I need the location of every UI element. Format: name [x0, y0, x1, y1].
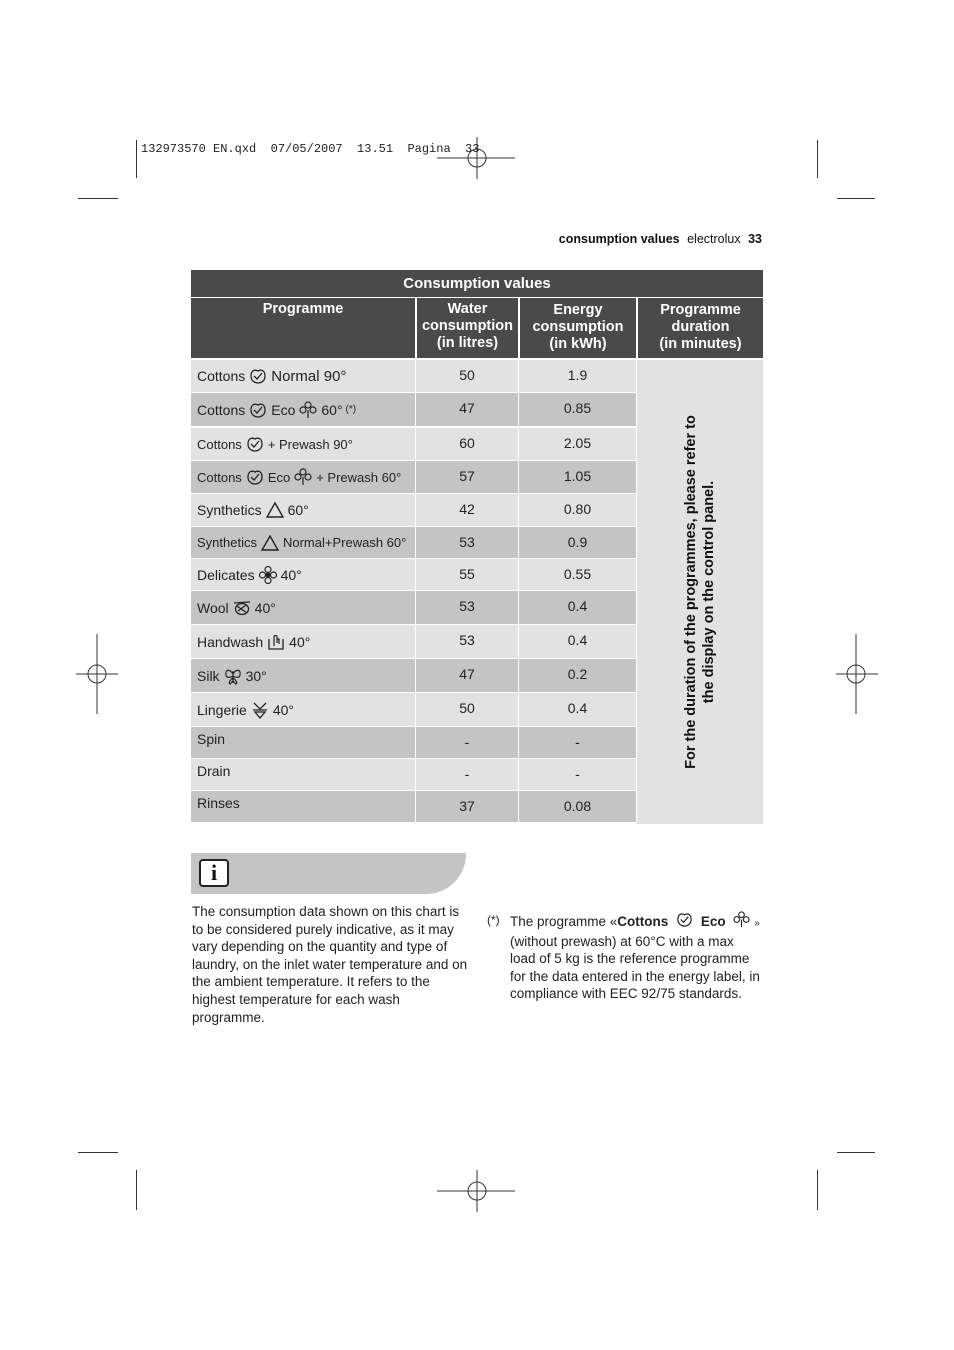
table-row — [191, 461, 637, 493]
table-row — [191, 759, 637, 790]
programme-cell — [191, 527, 415, 558]
programme-cell — [191, 727, 415, 758]
energy-cell: 0.4 — [519, 693, 636, 726]
table-title: Consumption values — [191, 270, 763, 297]
crop-mark — [136, 140, 137, 178]
programme-name: Cottons — [197, 469, 242, 485]
programme-name: Cottons — [197, 368, 246, 384]
crop-mark — [78, 1152, 118, 1153]
programme-option: 30° — [245, 667, 267, 684]
eco-flower-icon — [294, 468, 312, 486]
programme-option: + Prewash 60° — [316, 469, 402, 485]
crop-mark — [837, 198, 875, 199]
lingerie-icon — [251, 701, 269, 719]
energy-cell: 0.55 — [519, 559, 636, 590]
synthetics-icon — [266, 501, 284, 519]
table-row — [191, 625, 637, 658]
programme-option: Normal 90° — [271, 367, 347, 385]
table-row — [191, 693, 637, 726]
crop-mark — [817, 140, 818, 178]
programme-cell — [191, 428, 415, 460]
duration-note: For the duration of the programmes, please refer to the display on the control panel. — [683, 415, 717, 769]
footnote-marker: (*) — [487, 913, 500, 927]
silk-butterfly-icon — [224, 667, 242, 685]
programme-option: 40° — [289, 633, 311, 650]
programme-cell — [191, 559, 415, 590]
cottons-icon — [249, 401, 267, 419]
programme-option: 40° — [280, 566, 302, 583]
programme-name: Synthetics — [197, 535, 257, 550]
programme-name: Cottons — [197, 401, 246, 418]
water-cell: 37 — [416, 791, 518, 822]
programme-option: + Prewash 90° — [267, 436, 353, 452]
programme-option: 60° — [287, 502, 309, 518]
water-cell: 47 — [416, 659, 518, 692]
energy-cell: 2.05 — [519, 428, 636, 460]
header-energy: Energy consumption (in kWh) — [520, 298, 636, 358]
cottons-icon — [246, 435, 264, 453]
programme-option: 40° — [254, 599, 276, 616]
water-cell: 55 — [416, 559, 518, 590]
water-cell: 42 — [416, 494, 518, 526]
water-cell: 53 — [416, 527, 518, 558]
registration-mark — [76, 634, 118, 714]
duration-column — [637, 360, 763, 824]
programme-cell — [191, 791, 415, 822]
water-cell: 50 — [416, 360, 518, 392]
page-number: 33 — [748, 232, 762, 246]
programme-option: 60° — [321, 401, 343, 418]
programme-cell — [191, 461, 415, 493]
info-icon: i — [199, 859, 229, 887]
energy-cell: 0.85 — [519, 393, 636, 426]
wool-icon — [233, 599, 251, 617]
registration-mark — [836, 634, 878, 714]
energy-cell: - — [519, 727, 636, 758]
programme-cell — [191, 360, 415, 392]
programme-option: 40° — [272, 701, 294, 718]
programme-name: Lingerie — [197, 701, 247, 718]
cottons-icon — [676, 911, 693, 928]
running-head-section: consumption values — [558, 232, 680, 246]
energy-cell: 0.4 — [519, 591, 636, 624]
programme-cell — [191, 759, 415, 790]
programme-name: Drain — [197, 763, 231, 779]
running-head — [559, 232, 762, 246]
energy-cell: 0.2 — [519, 659, 636, 692]
crop-mark — [837, 1152, 875, 1153]
programme-cell — [191, 659, 415, 692]
programme-cell — [191, 625, 415, 658]
water-cell: 53 — [416, 591, 518, 624]
programme-name: Delicates — [197, 566, 255, 583]
programme-option: Normal+Prewash 60° — [282, 535, 407, 550]
table-row — [191, 727, 637, 758]
programme-name: Spin — [197, 731, 226, 747]
programme-name: Rinses — [197, 795, 240, 811]
table-row — [191, 591, 637, 624]
energy-cell: 1.9 — [519, 360, 636, 392]
synthetics-icon — [261, 534, 279, 552]
water-cell: 60 — [416, 428, 518, 460]
eco-flower-icon — [733, 911, 750, 928]
table-row — [191, 393, 637, 426]
footnote-text: The programme «Cottons Eco » (without prewash) at 60°C with a max load of 5 kg is the reference programme for the data entered in the energy label, in compliance with EEC 92/75 standards. — [510, 911, 760, 1003]
programme-cell — [191, 393, 415, 426]
energy-cell: 0.08 — [519, 791, 636, 822]
header-duration: Programme duration (in minutes) — [638, 298, 763, 358]
water-cell: 47 — [416, 393, 518, 426]
table-row — [191, 559, 637, 590]
table-row — [191, 527, 637, 558]
table-row — [191, 659, 637, 692]
crop-mark — [136, 1170, 137, 1210]
programme-cell — [191, 591, 415, 624]
info-text: The consumption data shown on this chart is to be considered purely indicative, as it may vary depending on the quantity and type of laundry, on the inlet water temperature and on the ambient temperature. It refers to the highest temperature for each wash programme. — [192, 904, 468, 1025]
running-head-brand: electrolux — [687, 232, 741, 246]
programme-cell — [191, 693, 415, 726]
footnote-reference: (*) — [345, 404, 357, 415]
registration-mark — [437, 1170, 517, 1212]
programme-cell — [191, 494, 415, 526]
programme-name: Synthetics — [197, 502, 262, 518]
energy-cell: 0.9 — [519, 527, 636, 558]
crop-mark — [817, 1170, 818, 1210]
table-row — [191, 494, 637, 526]
energy-cell: - — [519, 759, 636, 790]
energy-cell: 0.80 — [519, 494, 636, 526]
header-programme: Programme — [191, 298, 415, 358]
water-cell: - — [416, 727, 518, 758]
table-row — [191, 428, 637, 460]
header-water: Water consumption (in litres) — [417, 298, 518, 358]
energy-cell: 1.05 — [519, 461, 636, 493]
water-cell: 57 — [416, 461, 518, 493]
delicates-flower-icon — [259, 566, 277, 584]
eco-label: Eco — [271, 401, 296, 418]
cottons-icon — [249, 367, 267, 385]
table-row — [191, 360, 637, 392]
info-bar — [191, 853, 466, 894]
eco-label: Eco — [267, 469, 291, 485]
programme-name: Silk — [197, 667, 220, 684]
water-cell: 53 — [416, 625, 518, 658]
crop-mark — [78, 198, 118, 199]
handwash-icon — [267, 633, 285, 651]
eco-flower-icon — [299, 401, 317, 419]
energy-cell: 0.4 — [519, 625, 636, 658]
programme-name: Cottons — [197, 436, 242, 452]
file-slug: 132973570 EN.qxd 07/05/2007 13.51 Pagina 33 — [141, 142, 480, 156]
water-cell: - — [416, 759, 518, 790]
cottons-icon — [246, 468, 264, 486]
water-cell: 50 — [416, 693, 518, 726]
programme-name: Handwash — [197, 633, 264, 650]
table-row — [191, 791, 637, 822]
programme-name: Wool — [197, 599, 229, 616]
